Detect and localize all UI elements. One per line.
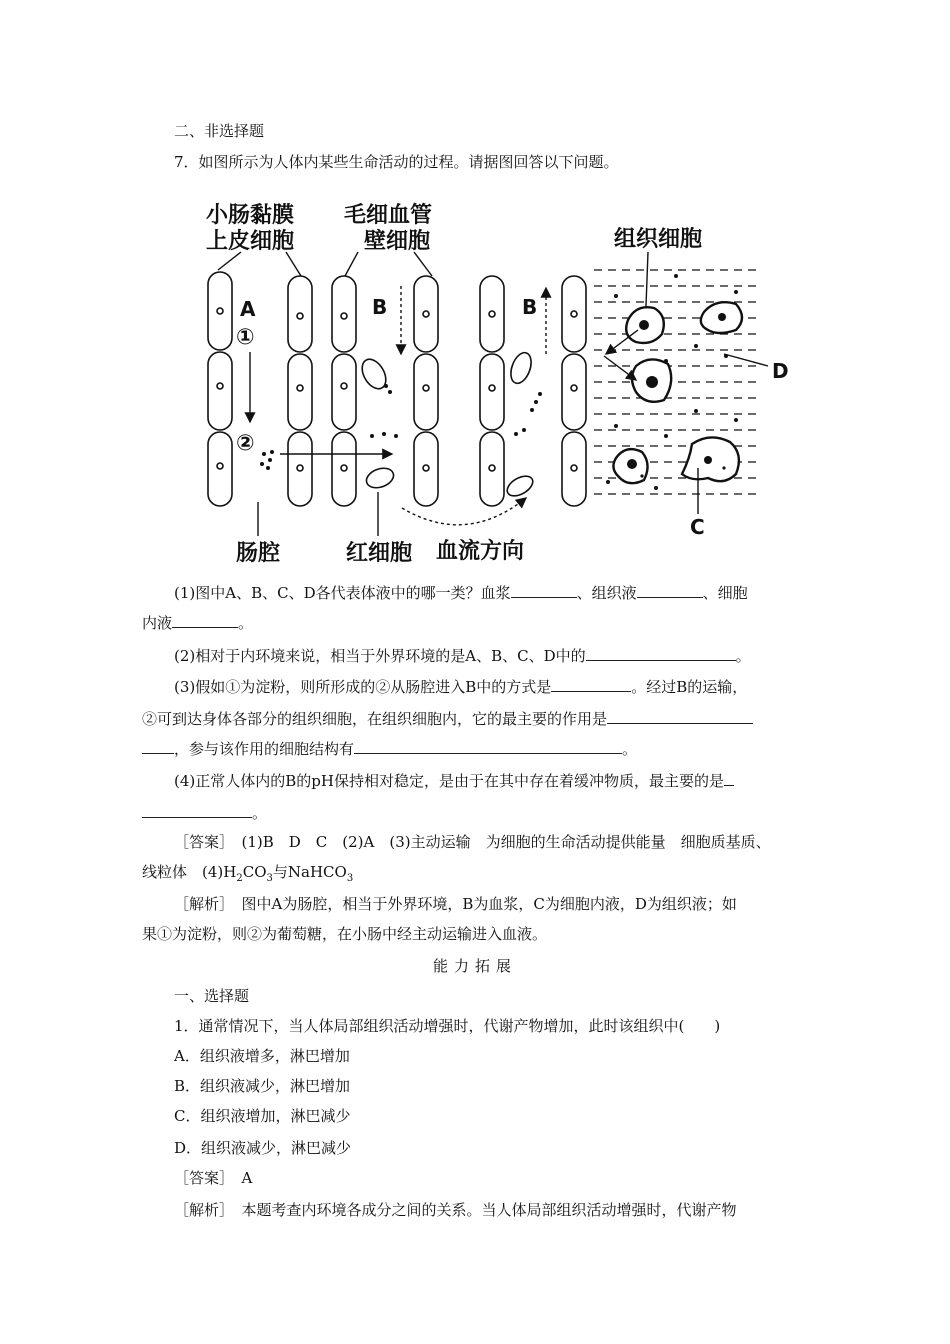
question-1-option-d: D．组织液减少，淋巴减少	[174, 1139, 352, 1157]
tissue-cells	[613, 302, 742, 483]
label-A: A	[240, 297, 256, 321]
label-C: C	[690, 515, 705, 539]
label-blood-flow-direction: 血流方向	[436, 539, 525, 564]
label-B-second: B	[522, 295, 538, 319]
q7-part1-line2: 内液 。	[142, 614, 254, 632]
question-1-option-c: C．组织液增加，淋巴减少	[174, 1107, 351, 1125]
q7-part3-line1: (3)假如①为淀粉，则所形成的②从肠腔进入B中的方式是 。经过B的运输，	[174, 678, 748, 696]
capillary-wall-left	[332, 276, 356, 506]
q7-part1-line1: (1)图中A、B、C、D各代表体液中的哪一类？血浆 、组织液 、细胞	[174, 584, 748, 602]
question-1-analysis: ［解析］ 本题考查内环境各成分之间的关系。当人体局部组织活动增强时，代谢产物	[174, 1201, 737, 1219]
question-1-answer: ［答案］ A	[174, 1169, 253, 1187]
label-circle-2: ②	[236, 431, 255, 456]
label-tissue-cell: 组织细胞	[614, 227, 703, 252]
label-B-first: B	[372, 295, 388, 319]
label-capillary-line1: 毛细血管	[344, 203, 433, 228]
q7-part3-line3: ，参与该作用的细胞结构有 。	[142, 738, 637, 759]
question-7-stem: 7．如图所示为人体内某些生命活动的过程。请据图回答以下问题。	[174, 153, 619, 171]
question-1-option-a: A．组织液增多，淋巴增加	[174, 1047, 350, 1065]
q7-analysis-line1: ［解析］ 图中A为肠腔，相当于外界环境，B为血浆，C为细胞内液，D为组织液；如	[174, 895, 737, 913]
section-heading-choice: 一、选择题	[174, 987, 250, 1005]
q7-part4-line2: 。	[142, 802, 267, 823]
glucose-particles-lumen	[260, 450, 274, 470]
q7-answer-line2: 线粒体 $(4)H_2CO_3$与NaHCO$_3$	[142, 863, 354, 884]
label-red-blood-cell: 红细胞	[346, 541, 413, 566]
capillary-wall-right	[414, 276, 438, 506]
q7-analysis-line2: 果①为淀粉，则②为葡萄糖，在小肠中经主动运输进入血液。	[142, 925, 548, 943]
q7-answer-line1: ［答案］ (1)B D C (2)A (3)主动运输 为细胞的生命活动提供能量 细胞质基质、	[174, 833, 771, 851]
question-1-stem: 1．通常情况下，当人体局部组织活动增强时，代谢产物增加，此时该组织中( )	[174, 1017, 721, 1035]
label-D: D	[772, 359, 789, 383]
label-epithelial-line1: 小肠黏膜	[206, 203, 295, 228]
epithelial-cells-left	[208, 272, 232, 506]
label-capillary-line2: 壁细胞	[364, 229, 431, 254]
q7-part2: (2)相对于内环境来说，相当于外界环境的是A、B、C、D中的 。	[174, 647, 751, 665]
epithelial-cells-right	[288, 276, 312, 506]
q7-part4-line1: (4)正常人体内的B的pH保持相对稳定，是由于在其中存在着缓冲物质，最主要的是	[174, 770, 734, 791]
body-fluid-diagram	[196, 196, 796, 570]
section-heading-ability: 能力拓展	[432, 957, 517, 975]
label-circle-1: ①	[236, 325, 255, 350]
label-intestinal-lumen: 肠腔	[236, 541, 281, 566]
section-heading-nonchoice: 二、非选择题	[174, 122, 265, 140]
q7-part3-line2: ②可到达身体各部分的组织细胞，在组织细胞内，它的最主要的作用是	[142, 708, 753, 729]
question-1-option-b: B．组织液减少，淋巴增加	[174, 1077, 351, 1095]
label-epithelial-line2: 上皮细胞	[206, 229, 295, 254]
